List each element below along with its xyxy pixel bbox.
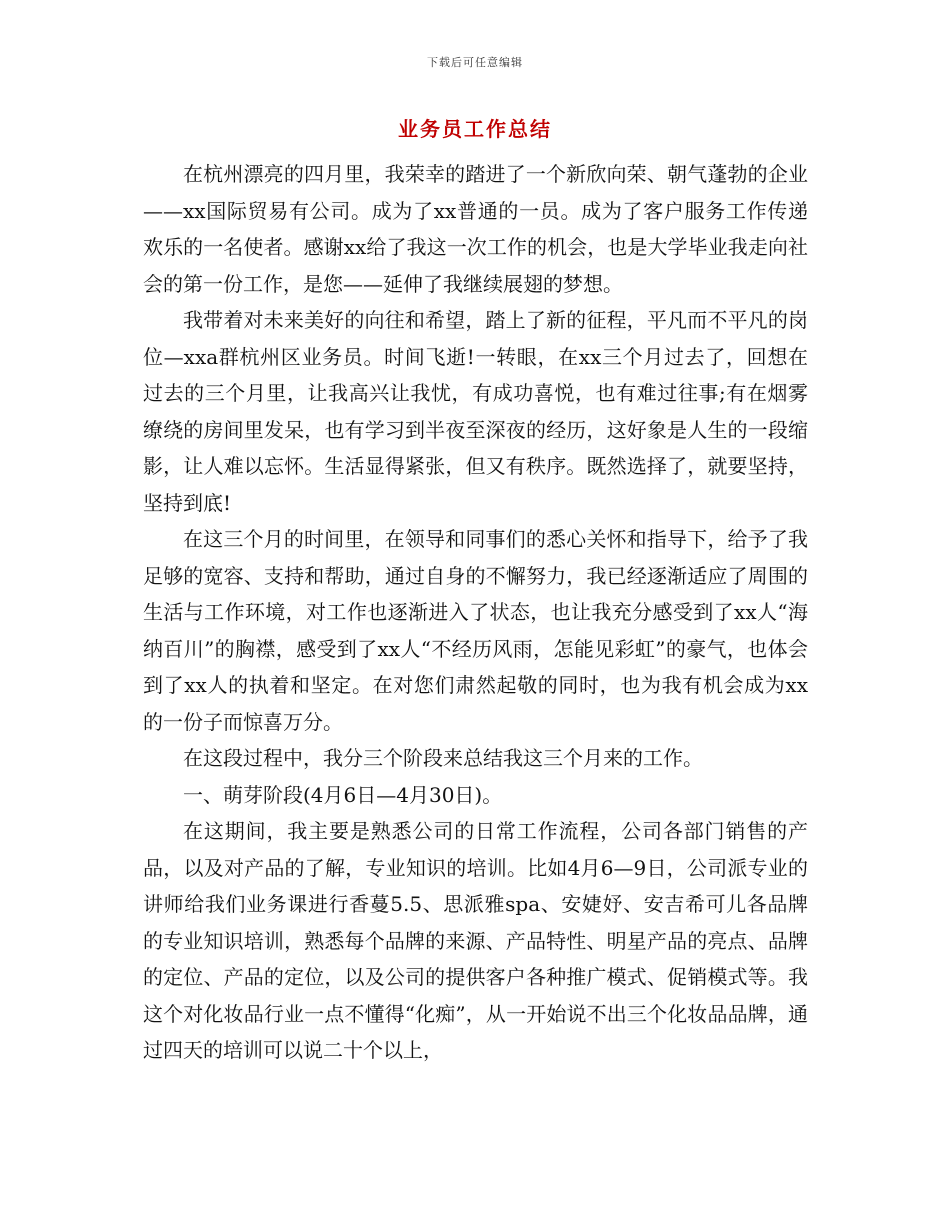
- paragraph-4: 在这段过程中，我分三个阶段来总结我这三个月来的工作。: [183, 746, 703, 770]
- paragraph-3: 在这三个月的时间里，在领导和同事们的悉心关怀和指导下，给予了我足够的宽容、支持和帮助，通过自身的不懈努力，我已经逐渐适应了周围的生活与工作环境，对工作也逐渐进入了状态，也让我充分感受到了xx人“海纳百川”的胸襟，感受到了xx人“不经历风雨，怎能见彩虹”的豪气，也体会到了xx人的执着和坚定。在对您们肃然起敬的同时，也为我有机会成为xx的一份子而惊喜万分。: [143, 527, 808, 734]
- paragraph-1: 在杭州漂亮的四月里，我荣幸的踏进了一个新欣向荣、朝气蓬勃的企业——xx国际贸易有公司。成为了xx普通的一员。成为了客户服务工作传递欢乐的一名使者。感谢xx给了我这一次工作的机会，也是大学毕业我走向社会的第一份工作，是您——延伸了我继续展翅的梦想。: [143, 162, 808, 296]
- document-body: [143, 156, 808, 1069]
- paragraph-2: 我带着对未来美好的向往和希望，踏上了新的征程，平凡而不平凡的岗位—xxa群杭州区业务员。时间飞逝!一转眼，在xx三个月过去了，回想在过去的三个月里，让我高兴让我忧，有成功喜悦，也有难过往事;有在烟雾缭绕的房间里发呆，也有学习到半夜至深夜的经历，这好象是人生的一段缩影，让人难以忘怀。生活显得紧张，但又有秩序。既然选择了，就要坚持，坚持到底!: [143, 308, 808, 515]
- document-title: 业务员工作总结: [398, 117, 552, 141]
- header-note: 下载后可任意编辑: [427, 56, 523, 69]
- paragraph-5: 在这期间，我主要是熟悉公司的日常工作流程，公司各部门销售的产品，以及对产品的了解，专业知识的培训。比如4月6—9日，公司派专业的讲师给我们业务课进行香蔓5.5、思派雅spa、安婕妤、安吉希可儿各品牌的专业知识培训，熟悉每个品牌的来源、产品特性、明星产品的亮点、品牌的定位、产品的定位，以及公司的提供客户各种推广模式、促销模式等。我这个对化妆品行业一点不懂得“化痴”，从一开始说不出三个化妆品品牌，通过四天的培训可以说二十个以上，: [143, 819, 808, 1062]
- section-heading-1: 一、萌芽阶段(4月6日—4月30日)。: [183, 782, 503, 807]
